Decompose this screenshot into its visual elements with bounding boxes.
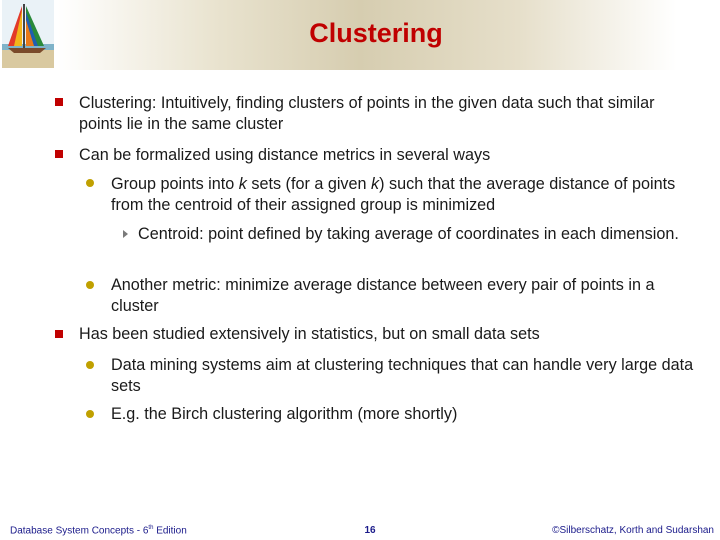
slide-title: Clustering: [309, 18, 443, 48]
round-bullet-icon: [86, 361, 94, 369]
bullet-level3: Centroid: point defined by taking average of coordinates in each dimension.: [138, 225, 679, 243]
round-bullet-icon: [86, 179, 94, 187]
round-bullet-icon: [86, 410, 94, 418]
bullet-level2: Group points into k sets (for a given k) such that the average distance of points from the centroid of their assigned group is minimized: [111, 175, 676, 214]
round-bullet-icon: [86, 281, 94, 289]
square-bullet-icon: [55, 98, 63, 106]
square-bullet-icon: [55, 150, 63, 158]
square-bullet-icon: [55, 330, 63, 338]
bullet-level1: Can be formalized using distance metrics in several ways: [79, 146, 491, 164]
footer-copyright: ©Silberschatz, Korth and Sudarshan: [552, 525, 714, 536]
slide-footer: [0, 518, 720, 540]
footer-book-title: Database System Concepts - 6th Edition: [10, 525, 187, 537]
bullet-level1: Clustering: Intuitively, finding clusters of points in the given data such that similar points lie in the same cluster: [79, 94, 655, 133]
bullet-level2: Another metric: minimize average distance between every pair of points in a cluster: [111, 276, 655, 315]
bullet-level2: Data mining systems aim at clustering techniques that can handle very large data sets: [111, 356, 694, 395]
bullet-level2: E.g. the Birch clustering algorithm (more shortly): [111, 405, 458, 423]
footer-page-number: 16: [364, 525, 376, 536]
triangle-bullet-icon: [123, 230, 128, 238]
bullet-level1: Has been studied extensively in statistics, but on small data sets: [79, 325, 540, 343]
